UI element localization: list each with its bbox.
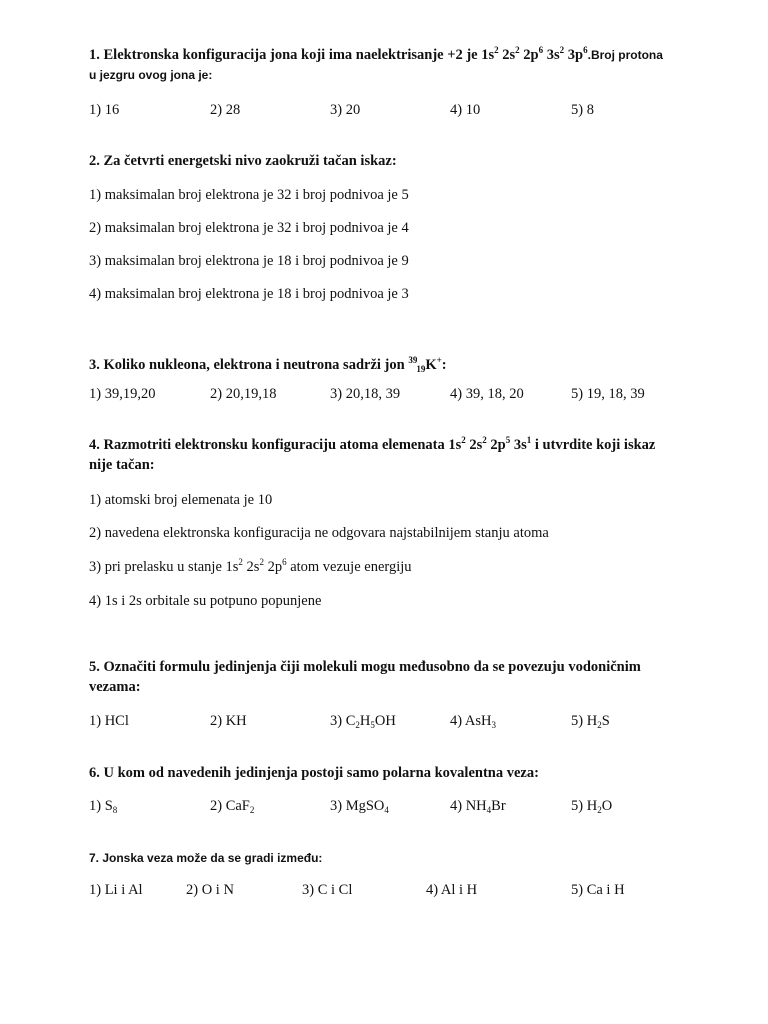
q6-o5-text: O xyxy=(601,798,613,814)
q1-text: u jezgru ovog jona je: xyxy=(89,68,213,82)
q3-text: 3. Koliko nukleona, elektrona i neutrona sadrži jon xyxy=(89,357,409,373)
question-3-title xyxy=(89,350,709,379)
q4-text: 3s xyxy=(510,437,527,453)
q5-o5-text: S xyxy=(601,713,610,729)
q6-o4-sub: 4 xyxy=(486,805,492,815)
q4-option-2[interactable]: 2) navedena elektronska konfiguracija ne odgovara najstabilnijem stanju atoma xyxy=(89,525,549,541)
q3-atomic-number: 19 xyxy=(416,364,426,374)
q5-o4-sub: 3 xyxy=(491,720,496,730)
q4-opt3-text: 3) pri prelasku u stanje 1s xyxy=(89,559,239,575)
question-5-title xyxy=(89,657,709,697)
q6-o1-text: 1) S xyxy=(89,798,113,814)
q1-sup: 2 xyxy=(515,45,520,55)
q4-sup: 2 xyxy=(461,435,466,445)
q6-o2-text: 2) CaF xyxy=(210,798,250,814)
q4-opt3-text: 2p xyxy=(263,559,283,575)
q6-o5-sub: 2 xyxy=(597,805,602,815)
q5-o3-sub: 2 xyxy=(355,720,360,730)
q1-sup: 2 xyxy=(559,45,565,55)
q1-text: 2s xyxy=(498,47,516,63)
q4-sup: 5 xyxy=(505,435,511,445)
q1-text: 2p xyxy=(519,47,539,63)
q1-option-1[interactable]: 1) 16 xyxy=(89,102,120,118)
q4-text: 2p xyxy=(486,437,506,453)
q1-option-3[interactable]: 3) 20 xyxy=(330,102,361,118)
q3-option-4[interactable]: 4) 39, 18, 20 xyxy=(450,386,524,402)
q1-text: 3s xyxy=(543,47,560,63)
q5-o4-text: 4) AsH xyxy=(450,713,492,729)
q5-o3-text: H xyxy=(359,713,371,729)
q7-option-2[interactable]: 2) O i N xyxy=(186,882,234,898)
q2-option-1[interactable]: 1) maksimalan broj elektrona je 32 i broj podnivoa je 5 xyxy=(89,187,409,203)
q4-opt3-text: 2s xyxy=(242,559,260,575)
q1-sup: 6 xyxy=(583,45,588,55)
q1-text: 3p xyxy=(564,47,584,63)
question-6-title: 6. U kom od navedenih jedinjenja postoji samo polarna kovalentna veza: xyxy=(89,765,539,781)
q1-sup: 2 xyxy=(494,45,499,55)
q6-o5-text: 5) H xyxy=(571,798,598,814)
q7-option-4[interactable]: 4) Al i H xyxy=(426,882,478,898)
q1-option-2[interactable]: 2) 28 xyxy=(210,102,241,118)
q3-charge: + xyxy=(436,355,442,365)
q4-option-1[interactable]: 1) atomski broj elemenata je 10 xyxy=(89,492,273,508)
q4-text: nije tačan: xyxy=(89,457,155,473)
q6-option-4[interactable] xyxy=(450,797,506,815)
q2-option-4[interactable]: 4) maksimalan broj elektrona je 18 i broj podnivoa je 3 xyxy=(89,286,409,302)
q1-text: 1. Elektronska konfiguracija jona koji ima naelektrisanje +2 je 1s xyxy=(89,47,495,63)
q5-option-4[interactable] xyxy=(450,712,496,730)
q4-option-4[interactable]: 4) 1s i 2s orbitale su potpuno popunjene xyxy=(89,593,322,609)
q5-o5-sub: 2 xyxy=(597,720,602,730)
question-2-title: 2. Za četvrti energetski nivo zaokruži tačan iskaz: xyxy=(89,153,397,169)
question-7-title: 7. Jonska veza može da se gradi između: xyxy=(89,851,323,865)
q6-o3-sub: 4 xyxy=(384,805,389,815)
q5-option-1[interactable]: 1) HCl xyxy=(89,713,129,729)
q5-text: 5. Označiti formulu jedinjenja čiji molekuli mogu međusobno da se povezuju vodoničnim xyxy=(89,659,641,675)
q5-option-2[interactable]: 2) KH xyxy=(210,713,247,729)
q6-o4-text: 4) NH xyxy=(450,798,487,814)
q3-option-2[interactable]: 2) 20,19,18 xyxy=(210,386,277,402)
q6-option-5[interactable] xyxy=(571,797,612,815)
q5-option-3[interactable] xyxy=(330,712,396,730)
q4-text: 2s xyxy=(465,437,483,453)
q6-o2-sub: 2 xyxy=(249,805,255,815)
q6-o4-text: Br xyxy=(491,798,506,814)
q7-option-1[interactable]: 1) Li i Al xyxy=(89,882,143,898)
q4-opt3-sup: 2 xyxy=(238,557,243,567)
q6-option-1[interactable] xyxy=(89,797,117,815)
q5-option-5[interactable] xyxy=(571,712,610,730)
q5-o3-text: OH xyxy=(374,713,396,729)
q4-text: 4. Razmotriti elektronsku konfiguraciju atoma elemenata 1s xyxy=(89,437,462,453)
q3-option-3[interactable]: 3) 20,18, 39 xyxy=(330,386,401,402)
q1-sup: 6 xyxy=(538,45,544,55)
q1-option-4[interactable]: 4) 10 xyxy=(450,102,481,118)
q2-option-3[interactable]: 3) maksimalan broj elektrona je 18 i broj podnivoa je 9 xyxy=(89,253,409,269)
question-4-title xyxy=(89,435,709,475)
q3-option-1[interactable]: 1) 39,19,20 xyxy=(89,386,156,402)
q3-element-symbol: K xyxy=(425,357,437,373)
q4-opt3-sup: 6 xyxy=(282,557,287,567)
q4-option-3[interactable] xyxy=(89,558,412,576)
q6-option-2[interactable] xyxy=(210,797,254,815)
q4-opt3-sup: 2 xyxy=(259,557,264,567)
q6-o1-sub: 8 xyxy=(112,805,118,815)
q7-option-5[interactable]: 5) Ca i H xyxy=(571,882,625,898)
q4-text: i utvrdite koji iskaz xyxy=(531,437,656,453)
q7-option-3[interactable]: 3) C i Cl xyxy=(302,882,353,898)
q5-o5-text: 5) H xyxy=(571,713,598,729)
q5-o3-text: 3) C xyxy=(330,713,356,729)
q3-text: : xyxy=(441,357,447,373)
q4-sup: 2 xyxy=(482,435,487,445)
q5-o3-sub: 5 xyxy=(370,720,375,730)
q3-mass-number: 39 xyxy=(408,355,418,365)
q6-o3-text: 3) MgSO xyxy=(330,798,385,814)
q6-option-3[interactable] xyxy=(330,797,389,815)
q1-option-5[interactable]: 5) 8 xyxy=(571,102,594,118)
q4-sup: 1 xyxy=(526,435,532,445)
q4-opt3-text: atom vezuje energiju xyxy=(286,559,412,575)
q1-text: .Broj protona xyxy=(587,48,663,62)
q5-text: vezama: xyxy=(89,679,141,695)
q3-option-5[interactable]: 5) 19, 18, 39 xyxy=(571,386,645,402)
q2-option-2[interactable]: 2) maksimalan broj elektrona je 32 i broj podnivoa je 4 xyxy=(89,220,409,236)
question-1-title xyxy=(89,45,709,85)
